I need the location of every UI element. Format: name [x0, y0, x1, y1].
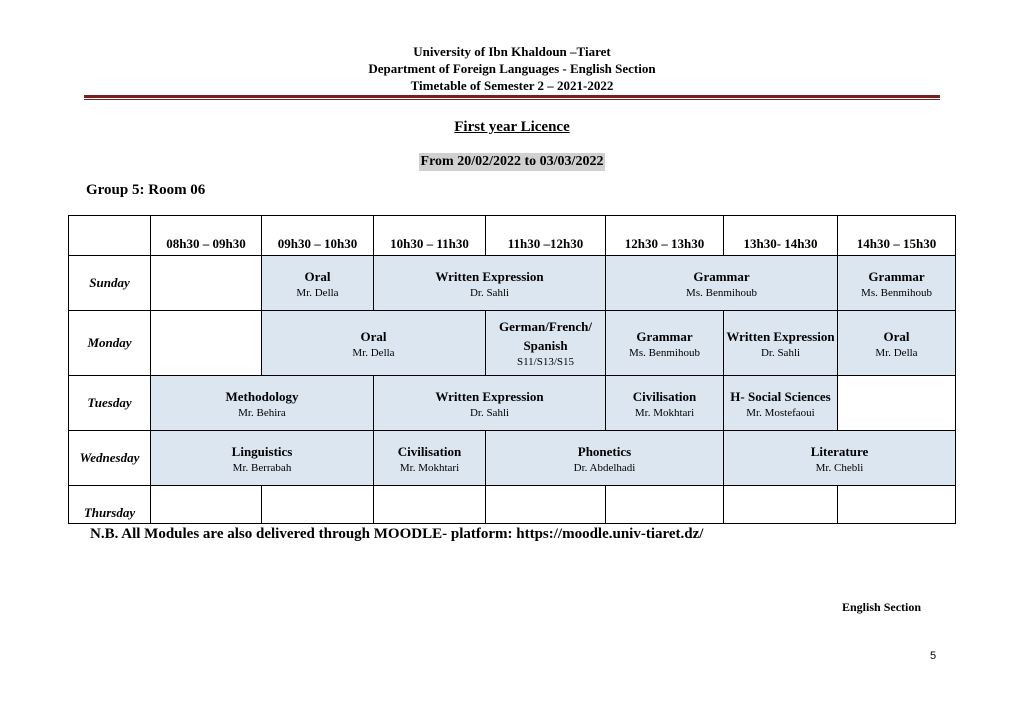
session-cell — [374, 376, 606, 431]
period-range: From 20/02/2022 to 03/03/2022 — [420, 154, 604, 169]
session-cell — [374, 256, 606, 311]
timetable-grid — [68, 215, 956, 524]
teacher: Mr. Chebli — [815, 461, 864, 474]
moodle-note: N.B. All Modules are also delivered through MOODLE- platform: https://moodle.univ-tiaret.dz/ — [90, 526, 704, 542]
header-rule-thin — [84, 99, 940, 100]
row-tuesday — [69, 376, 956, 431]
subject: Phonetics — [577, 443, 632, 459]
empty-cell — [838, 486, 956, 524]
empty-cell — [151, 486, 262, 524]
time-slot: 10h30 – 11h30 — [374, 216, 486, 256]
time-slot: 08h30 – 09h30 — [151, 216, 262, 256]
teacher: Ms. Benmihoub — [686, 286, 757, 299]
subject: Civilisation — [632, 388, 697, 404]
teacher: Dr. Abdelhadi — [573, 461, 636, 474]
subject: Oral — [304, 268, 331, 284]
session-cell — [374, 431, 486, 486]
session-cell — [486, 431, 724, 486]
session-cell — [838, 256, 956, 311]
subject: Written Expression — [435, 268, 544, 284]
session-cell — [262, 256, 374, 311]
time-slot: 13h30- 14h30 — [724, 216, 838, 256]
empty-cell — [374, 486, 486, 524]
row-monday — [69, 311, 956, 376]
timetable-title: Timetable of Semester 2 – 2021-2022 — [410, 78, 614, 93]
day-label-sunday: Sunday — [69, 256, 151, 311]
university-name: University of Ibn Khaldoun –Tiaret — [413, 44, 611, 59]
session-cell — [486, 311, 606, 376]
session-cell — [262, 311, 486, 376]
subject: Methodology — [225, 388, 299, 404]
time-header-row — [69, 216, 956, 256]
teacher: Ms. Benmihoub — [629, 346, 700, 359]
teacher: S11/S13/S15 — [516, 356, 575, 368]
page-title: First year Licence — [454, 119, 570, 135]
empty-cell — [151, 256, 262, 311]
teacher: Mr. Mostefaoui — [746, 406, 815, 419]
row-wednesday — [69, 431, 956, 486]
teacher: Dr. Sahli — [760, 346, 801, 359]
corner-cell — [69, 216, 151, 256]
session-cell — [606, 311, 724, 376]
department-name: Department of Foreign Languages - English Section — [368, 61, 656, 76]
page-number: 5 — [930, 650, 937, 662]
empty-cell — [838, 376, 956, 431]
header-rule — [84, 95, 940, 98]
row-thursday — [69, 486, 956, 524]
subject: Grammar — [636, 328, 693, 344]
empty-cell — [262, 486, 374, 524]
session-cell — [606, 376, 724, 431]
session-cell — [724, 431, 956, 486]
empty-cell — [724, 486, 838, 524]
time-slot: 11h30 –12h30 — [486, 216, 606, 256]
teacher: Dr. Sahli — [469, 286, 510, 299]
day-label-tuesday: Tuesday — [69, 376, 151, 431]
day-label-thursday: Thursday — [69, 486, 151, 524]
session-cell — [606, 256, 838, 311]
time-slot: 09h30 – 10h30 — [262, 216, 374, 256]
subject: Literature — [810, 443, 869, 459]
teacher: Mr. Della — [875, 346, 918, 359]
teacher: Ms. Benmihoub — [861, 286, 932, 299]
row-sunday — [69, 256, 956, 311]
group-room: Group 5: Room 06 — [86, 182, 206, 198]
subject: Grammar — [868, 268, 925, 284]
teacher: Mr. Mokhtari — [399, 461, 460, 474]
subject: Grammar — [693, 268, 750, 284]
session-cell — [151, 376, 374, 431]
teacher: Mr. Mokhtari — [634, 406, 695, 419]
subject: Written Expression — [435, 388, 544, 404]
empty-cell — [151, 311, 262, 376]
subject: Oral — [360, 328, 387, 344]
teacher: Mr. Della — [296, 286, 339, 299]
signature: English Section — [842, 600, 922, 614]
subject: H- Social Sciences — [730, 388, 831, 404]
session-cell — [724, 376, 838, 431]
teacher: Dr. Sahli — [469, 406, 510, 419]
session-cell — [838, 311, 956, 376]
teacher: Mr. Berrabah — [232, 461, 292, 474]
day-label-wednesday: Wednesday — [69, 431, 151, 486]
teacher: Mr. Behira — [238, 406, 286, 419]
subject: Oral — [883, 328, 910, 344]
teacher: Mr. Della — [352, 346, 395, 359]
session-cell — [724, 311, 838, 376]
subject: Written Expression — [726, 328, 835, 344]
time-slot: 14h30 – 15h30 — [838, 216, 956, 256]
subject: Civilisation — [397, 443, 462, 459]
time-slot: 12h30 – 13h30 — [606, 216, 724, 256]
subject: Linguistics — [231, 443, 293, 459]
empty-cell — [486, 486, 606, 524]
subject: German/French/ Spanish — [499, 319, 592, 353]
session-cell — [151, 431, 374, 486]
day-label-monday: Monday — [69, 311, 151, 376]
empty-cell — [606, 486, 724, 524]
